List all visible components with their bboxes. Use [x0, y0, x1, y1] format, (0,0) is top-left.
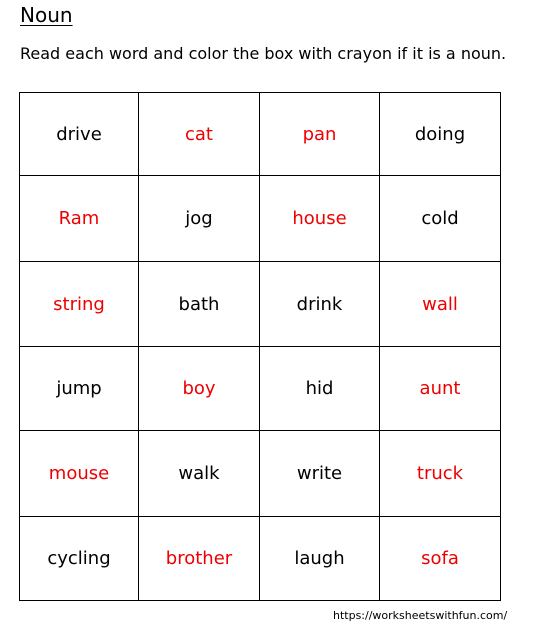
word-cell[interactable]: cycling	[20, 517, 139, 601]
word-cell[interactable]: cat	[139, 93, 260, 176]
grid-row	[20, 262, 501, 347]
instructions: Read each word and color the box with crayon if it is a noun.	[20, 44, 507, 63]
word-cell[interactable]: boy	[139, 347, 260, 431]
word-cell[interactable]: jump	[20, 347, 139, 431]
grid-row	[20, 517, 501, 601]
word-cell[interactable]: drive	[20, 93, 139, 176]
word-cell[interactable]: house	[260, 176, 380, 262]
word-cell[interactable]: walk	[139, 431, 260, 517]
word-cell[interactable]: pan	[260, 93, 380, 176]
worksheet-title: Noun	[20, 3, 73, 27]
grid-row	[20, 176, 501, 262]
word-cell[interactable]: wall	[380, 262, 501, 347]
grid-row	[20, 347, 501, 431]
source-url: https://worksheetswithfun.com/	[333, 609, 508, 622]
word-cell[interactable]: laugh	[260, 517, 380, 601]
word-cell[interactable]: aunt	[380, 347, 501, 431]
word-cell[interactable]: doing	[380, 93, 501, 176]
word-cell[interactable]: bath	[139, 262, 260, 347]
word-cell[interactable]: string	[20, 262, 139, 347]
grid-row	[20, 93, 501, 176]
word-cell[interactable]: write	[260, 431, 380, 517]
word-cell[interactable]: truck	[380, 431, 501, 517]
word-cell[interactable]: jog	[139, 176, 260, 262]
word-cell[interactable]: mouse	[20, 431, 139, 517]
word-cell[interactable]: Ram	[20, 176, 139, 262]
grid-row	[20, 431, 501, 517]
word-cell[interactable]: cold	[380, 176, 501, 262]
word-cell[interactable]: sofa	[380, 517, 501, 601]
word-cell[interactable]: hid	[260, 347, 380, 431]
word-cell[interactable]: drink	[260, 262, 380, 347]
word-grid	[19, 92, 501, 601]
word-cell[interactable]: brother	[139, 517, 260, 601]
